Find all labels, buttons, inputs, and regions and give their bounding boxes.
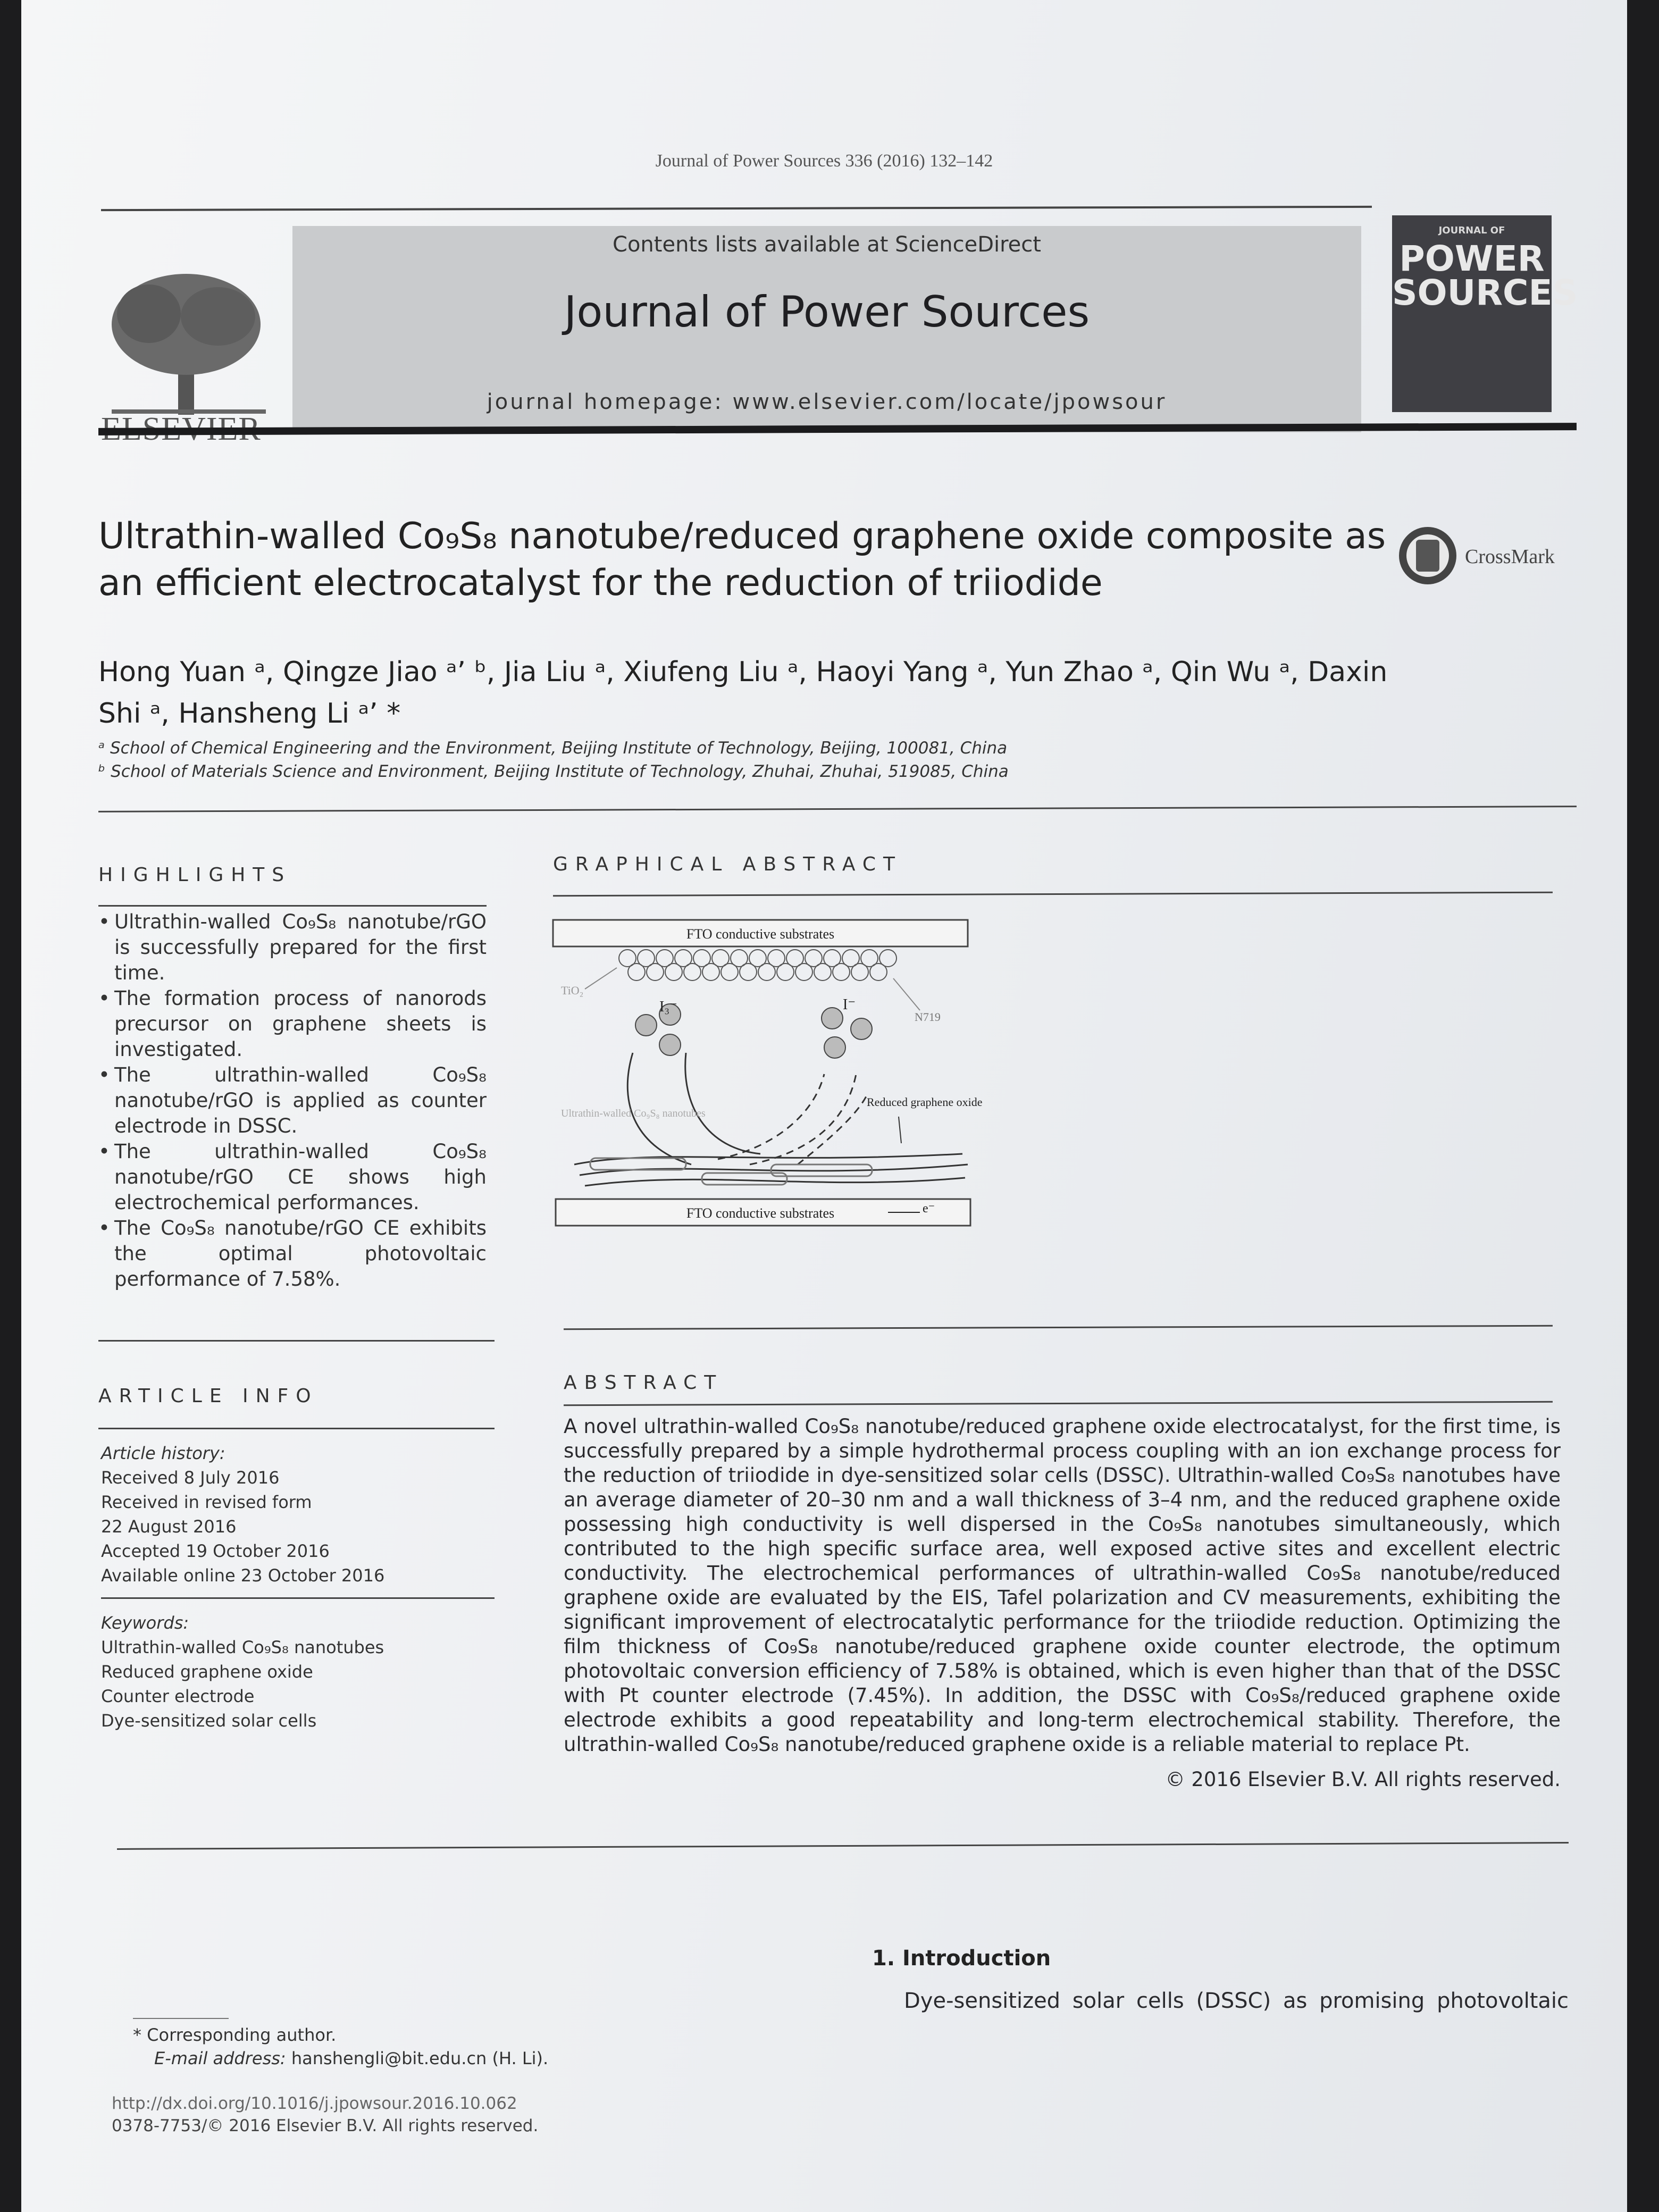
abstract-text: A novel ultrathin-walled Co₉S₈ nanotube/reduced graphene oxide electrocatalyst, for the first time, is successfully prepared by a simple hydrothermal process coupling with an ion exchange process for the reduction of triiodide in dye-sensitized solar cells (DSSC). Ultrathin-walled Co₉S₈ nanotubes have an average diameter of 20–30 nm and a wall thickness of 3–4 nm, and the reduced graphene oxide possessing high conductivity is well dispersed in the Co₉S₈ nanotubes simultaneously, which contributed to the high specific surface area, well exposed active sites and excellent electric conductivity. The electrochemical performances of ultrathin-walled Co₉S₈ nanotube/reduced graphene oxide are evaluated by the EIS, Tafel polarization and CV measurements, exhibiting the significant improvement of electrocatalytic performance for the triiodide reduction. Optimizing the film thickness of Co₉S₈ nanotube/reduced graphene oxide counter electrode, the optimum photovoltaic conversion efficiency of 7.58% is obtained, which is even higher than that of the DSSC with Pt counter electrode (7.45%). In addition, the DSSC with Co₉S₈/reduced graphene oxide electrode exhibits a good repeatability and long-term electrochemical stability. Therefore, the ultrathin-walled Co₉S₈ nanotube/reduced graphene oxide is a reliable material to replace Pt.: [564, 1415, 1561, 1756]
keywords-rule: [101, 1597, 495, 1599]
email-address[interactable]: hanshengli@bit.edu.cn (H. Li).: [291, 2048, 549, 2068]
keywords-label: Keywords:: [101, 1613, 189, 1633]
top-substrate-label: FTO conductive substrates: [686, 926, 835, 942]
highlight-item: • The ultrathin-walled Co₉S₈ nanotube/rGO CE shows high electrochemical performances.: [98, 1139, 487, 1216]
affiliation-b: ᵇ School of Materials Science and Environment, Beijing Institute of Technology, Zhuhai, Zhuhai, 519085, China: [98, 762, 1009, 781]
introduction-heading: 1. Introduction: [872, 1946, 1051, 1971]
running-head: Journal of Power Sources 336 (2016) 132–142: [655, 151, 993, 171]
history-entry: 22 August 2016: [101, 1516, 237, 1537]
highlights-heading: HIGHLIGHTS: [98, 864, 292, 886]
cover-top-text: JOURNAL OF: [1438, 225, 1505, 236]
doi-link[interactable]: http://dx.doi.org/10.1016/j.jpowsour.2016.10.062: [112, 2094, 517, 2113]
affiliations: [98, 736, 1268, 783]
history-entry: Accepted 19 October 2016: [101, 1541, 330, 1561]
keyword-item[interactable]: Counter electrode: [101, 1686, 255, 1706]
highlight-item: • The ultrathin-walled Co₉S₈ nanotube/rGO is applied as counter electrode in DSSC.: [98, 1062, 487, 1139]
highlights-list: [98, 909, 487, 1292]
article-info-rule: [98, 1428, 495, 1429]
article-title: Ultrathin-walled Co₉S₈ nanotube/reduced graphene oxide composite as an efficient electrocatalyst for the reduction of triiodide: [98, 515, 1386, 604]
highlight-item: • Ultrathin-walled Co₉S₈ nanotube/rGO is successfully prepared for the first time.: [98, 909, 487, 986]
history-entry: Available online 23 October 2016: [101, 1565, 385, 1586]
abstract-heading: ABSTRACT: [564, 1372, 724, 1394]
author-list: Hong Yuan ᵃ, Qingze Jiao ᵃ’ ᵇ, Jia Liu ᵃ, Xiufeng Liu ᵃ, Haoyi Yang ᵃ, Yun Zhao ᵃ, Qin Wu ᵃ, Daxin Shi ᵃ, Hansheng Li ᵃ’ *: [98, 656, 1388, 730]
history-entry: Received 8 July 2016: [101, 1468, 280, 1488]
graphical-abstract-figure: [548, 915, 1005, 1234]
nanotubes-label: Ultrathin-walled Co₉S₈ nanotubes: [561, 1108, 706, 1119]
highlight-item: • The Co₉S₈ nanotube/rGO CE exhibits the optimal photovoltaic performance of 7.58%.: [98, 1216, 487, 1292]
journal-homepage-link[interactable]: journal homepage: www.elsevier.com/locate/jpowsour: [487, 390, 1167, 414]
affiliation-rule: [98, 806, 1577, 812]
crossmark-label[interactable]: CrossMark: [1465, 546, 1555, 568]
doi-block: [112, 2092, 697, 2137]
keyword-item[interactable]: Ultrathin-walled Co₉S₈ nanotubes: [101, 1637, 384, 1657]
history-label: Article history:: [101, 1443, 225, 1463]
tio2-label: TiO₂: [561, 984, 584, 997]
abstract-copyright: © 2016 Elsevier B.V. All rights reserved.: [1165, 1768, 1561, 1791]
rgo-label: Reduced graphene oxide: [867, 1095, 983, 1109]
journal-banner: [292, 226, 1361, 432]
email-label: E-mail address:: [154, 2048, 286, 2068]
cover-title: POWER SOURCES: [1392, 238, 1578, 313]
iodide-label: I⁻: [843, 996, 856, 1013]
issn-line: 0378-7753/© 2016 Elsevier B.V. All rights reserved.: [112, 2116, 539, 2135]
history-entry: Received in revised form: [101, 1492, 312, 1512]
rgo-nanotube-film: [574, 1154, 968, 1186]
dye-label: N719: [915, 1010, 941, 1024]
corresponding-author-note: * Corresponding author.: [133, 2025, 337, 2045]
contents-line: [292, 232, 1361, 257]
affiliation-a: ᵃ School of Chemical Engineering and the Environment, Beijing Institute of Technology, Beijing, 100081, China: [98, 739, 1008, 758]
email-line: [133, 2047, 611, 2070]
graphical-abstract-heading: GRAPHICAL ABSTRACT: [553, 853, 902, 875]
body-separator-rule: [117, 1842, 1569, 1850]
bottom-substrate-label: FTO conductive substrates: [686, 1205, 835, 1221]
crossmark-icon[interactable]: [1396, 524, 1460, 588]
highlights-rule: [98, 905, 487, 907]
electron-label: e⁻: [923, 1202, 935, 1216]
header-rule: [101, 206, 1372, 211]
journal-title: Journal of Power Sources: [564, 287, 1090, 337]
keyword-item[interactable]: Reduced graphene oxide: [101, 1662, 313, 1682]
highlights-end-rule: [98, 1340, 495, 1342]
tio2-particle-layer: [619, 950, 896, 981]
journal-cover: [1392, 215, 1578, 412]
footnote: [133, 2023, 611, 2070]
keyword-item[interactable]: Dye-sensitized solar cells: [101, 1711, 317, 1731]
graphical-abstract-end-rule: [564, 1325, 1553, 1330]
highlight-item: • The formation process of nanorods precursor on graphene sheets is investigated.: [98, 986, 487, 1062]
paper-page: [21, 0, 1627, 2212]
triiodide-label: I₃⁻: [659, 999, 677, 1015]
contents-text: Contents lists available at ScienceDirect: [613, 232, 1041, 257]
article-info-heading: ARTICLE INFO: [98, 1385, 319, 1407]
article-info-block: [101, 1441, 495, 1733]
introduction-first-line: Dye-sensitized solar cells (DSSC) as promising photovoltaic: [904, 1989, 1569, 2013]
footnote-rule: [133, 2018, 229, 2019]
graphical-abstract-rule: [553, 892, 1553, 897]
abstract-rule: [564, 1401, 1553, 1406]
